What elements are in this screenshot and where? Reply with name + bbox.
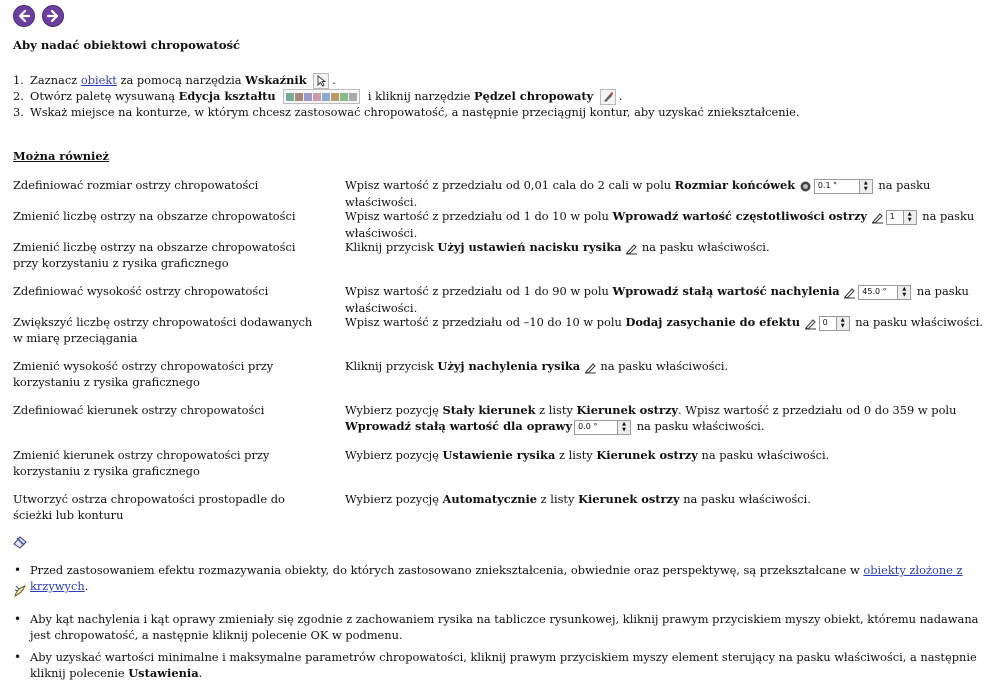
row-description: [345, 491, 985, 507]
forward-arrow-icon: [46, 9, 60, 23]
roughen-tool-name: Pędzel chropowaty: [474, 88, 594, 103]
shape-edit-flyout-name: Edycja kształtu: [178, 88, 276, 103]
dry-out-icon: [804, 317, 817, 330]
desc-part: na pasku właściwości.: [596, 359, 729, 373]
desc-bold: Wprowadź wartość częstotliwości ostrzy: [612, 209, 868, 223]
object-link[interactable]: obiekt: [80, 72, 117, 87]
field-value: 0.0 °: [578, 422, 598, 431]
row-description: [345, 239, 985, 255]
spin-arrows-icon[interactable]: ▲ ▼: [617, 421, 630, 434]
desc-part: Kliknij przycisk: [345, 240, 438, 254]
tip-icon: [12, 583, 28, 599]
step-text: Wskaż miejsce na konturze, w którym chcesz zastosować chropowatość, a następnie przeciągnij kontur, aby uzyskać zniekształcenie.: [30, 105, 800, 119]
row-label: Zwiększyć liczbę ostrzy chropowatości dodawanych w miarę przeciągania: [13, 315, 313, 345]
step-2: [13, 88, 993, 104]
nib-size-icon: [799, 180, 812, 193]
row-label: Zmienić liczbę ostrzy na obszarze chropowatości: [13, 209, 296, 223]
tip-bold: Ustawienia: [128, 666, 199, 680]
desc-part: na pasku właściwości.: [679, 492, 811, 506]
row-label: Zdefiniować kierunek ostrzy chropowatości: [13, 403, 265, 417]
pen-pressure-icon[interactable]: [625, 242, 638, 255]
field-value: 45.0 °: [862, 287, 887, 296]
desc-part: na pasku właściwości.: [638, 240, 770, 254]
list-item: [13, 611, 993, 643]
row-description: [345, 314, 985, 331]
tip-text: .: [198, 666, 203, 680]
spin-arrows-icon[interactable]: ▲ ▼: [897, 286, 910, 299]
desc-part: . Wpisz wartość z przedziału od 0 do 359 w polu: [678, 403, 957, 417]
list-item: [13, 649, 993, 681]
desc-part: Wpisz wartość z przedziału od 0,01 cala do 2 cali w polu: [345, 178, 675, 192]
desc-bold: Użyj ustawień nacisku rysika: [437, 240, 622, 254]
step-text-part: Zaznacz: [30, 72, 81, 87]
step-text-part: i kliknij narzędzie: [364, 88, 475, 103]
desc-bold: Automatycznie: [442, 492, 538, 506]
note-text: Przed zastosowaniem efektu rozmazywania obiekty, do których zastosowano zniekształcenia, obwiednie oraz perspektywę, są przekształcane w: [30, 563, 864, 577]
back-button[interactable]: [13, 5, 35, 27]
pick-tool-name: Wskaźnik: [245, 72, 307, 87]
nib-size-field[interactable]: [814, 179, 873, 194]
row-description: [345, 283, 985, 316]
section-title: Można również: [13, 149, 110, 163]
spin-arrows-icon[interactable]: ▲ ▼: [903, 211, 916, 224]
tilt-value-field[interactable]: [858, 285, 911, 300]
step-3: [13, 104, 993, 120]
row-description: [345, 402, 985, 435]
desc-part: na pasku właściwości.: [345, 209, 975, 240]
desc-part: na pasku właściwości.: [345, 284, 969, 315]
step-text: [30, 88, 623, 105]
row-description: [345, 358, 985, 374]
note-list: [13, 562, 993, 594]
spike-frequency-field[interactable]: [886, 210, 917, 225]
note-text: .: [84, 579, 89, 593]
desc-part: z listy: [555, 448, 597, 462]
forward-button[interactable]: [42, 5, 64, 27]
row-label: Utworzyć ostrza chropowatości prostopadle do ścieżki lub konturu: [13, 492, 285, 522]
step-1: [13, 72, 993, 88]
desc-bold: Użyj nachylenia rysika: [437, 359, 581, 373]
pen-tilt-button-icon[interactable]: [584, 361, 597, 374]
page-title: Aby nadać obiektowi chropowatość: [13, 38, 241, 52]
step-text-part: .: [332, 72, 336, 87]
tip-text: Aby uzyskać wartości minimalne i maksymalne parametrów chropowatości, kliknij prawym przyciskiem myszy element sterujący na pasku właściwości, a następnie kliknij polecenie: [30, 650, 977, 680]
pen-tilt-icon: [843, 286, 856, 299]
desc-bold: Kierunek ostrzy: [596, 448, 698, 462]
row-description: [345, 208, 985, 241]
field-value: 1: [889, 212, 895, 221]
row-label: Zdefiniować wysokość ostrzy chropowatości: [13, 284, 269, 298]
pick-tool-icon: [313, 73, 329, 89]
back-arrow-icon: [17, 9, 31, 23]
shape-edit-flyout-icon: [283, 89, 360, 104]
row-description: [345, 177, 985, 210]
desc-bold: Rozmiar końcówek: [674, 178, 796, 192]
field-value: 0: [822, 318, 828, 327]
steps-list: [13, 72, 993, 120]
desc-bold: Stały kierunek: [442, 403, 536, 417]
curves-link[interactable]: obiekty złożone z krzywych: [30, 563, 963, 593]
desc-bold: Wprowadź stałą wartość nachylenia: [612, 284, 840, 298]
note-icon: [12, 534, 28, 550]
step-number: 2.: [13, 89, 24, 103]
desc-bold: Kierunek ostrzy: [576, 403, 679, 417]
row-label: Zmienić wysokość ostrzy chropowatości przy korzystaniu z rysika graficznego: [13, 359, 274, 389]
tips-list: [13, 611, 993, 681]
bearing-value-field[interactable]: [574, 420, 631, 435]
row-label: Zmienić liczbę ostrzy na obszarze chropowatości przy korzystaniu z rysika graficznego: [13, 240, 296, 270]
desc-part: Wpisz wartość z przedziału od –10 do 10 w polu: [345, 315, 626, 329]
step-text: [30, 72, 336, 89]
desc-part: Wybierz pozycję: [345, 492, 443, 506]
dry-out-field[interactable]: [819, 316, 850, 331]
row-description: [345, 447, 985, 463]
desc-bold: Ustawienie rysika: [442, 448, 556, 462]
step-text-part: .: [618, 88, 623, 103]
roughen-brush-icon: [600, 89, 616, 105]
desc-part: Wpisz wartość z przedziału od 1 do 10 w polu: [345, 209, 613, 223]
desc-part: z listy: [535, 403, 577, 417]
desc-bold: Dodaj zasychanie do efektu: [625, 315, 801, 329]
desc-part: na pasku właściwości.: [345, 178, 931, 209]
desc-part: z listy: [537, 492, 579, 506]
desc-part: na pasku właściwości.: [633, 419, 765, 433]
field-value: 0.1 ": [817, 181, 837, 190]
desc-bold: Kierunek ostrzy: [578, 492, 680, 506]
desc-part: Wybierz pozycję: [345, 403, 443, 417]
desc-part: na pasku właściwości.: [851, 315, 984, 329]
spin-arrows-icon[interactable]: ▲ ▼: [836, 317, 849, 330]
desc-part: Wpisz wartość z przedziału od 1 do 90 w polu: [345, 284, 613, 298]
pen-frequency-icon: [871, 211, 884, 224]
tip-text: Aby kąt nachylenia i kąt oprawy zmieniały się zgodnie z zachowaniem rysika na tabliczce rysunkowej, kliknij prawym przyciskiem myszy obiekt, któremu nadawana jest chropowatość, a następnie kliknij polecenie OK w podmenu.: [30, 612, 979, 642]
step-number: 3.: [13, 105, 24, 119]
spin-arrows-icon[interactable]: ▲ ▼: [859, 180, 872, 193]
list-item: [13, 562, 993, 594]
navigation-bar: [13, 5, 64, 27]
desc-bold: Wprowadź stałą wartość dla oprawy: [345, 419, 573, 433]
step-text-part: za pomocą narzędzia: [116, 72, 246, 87]
desc-part: na pasku właściwości.: [697, 448, 830, 462]
row-label: Zmienić kierunek ostrzy chropowatości przy korzystaniu z rysika graficznego: [13, 448, 270, 478]
step-number: 1.: [13, 73, 24, 87]
row-label: Zdefiniować rozmiar ostrzy chropowatości: [13, 178, 259, 192]
step-text-part: Otwórz paletę wysuwaną: [30, 88, 179, 103]
desc-part: Wybierz pozycję: [345, 448, 443, 462]
desc-part: Kliknij przycisk: [345, 359, 438, 373]
